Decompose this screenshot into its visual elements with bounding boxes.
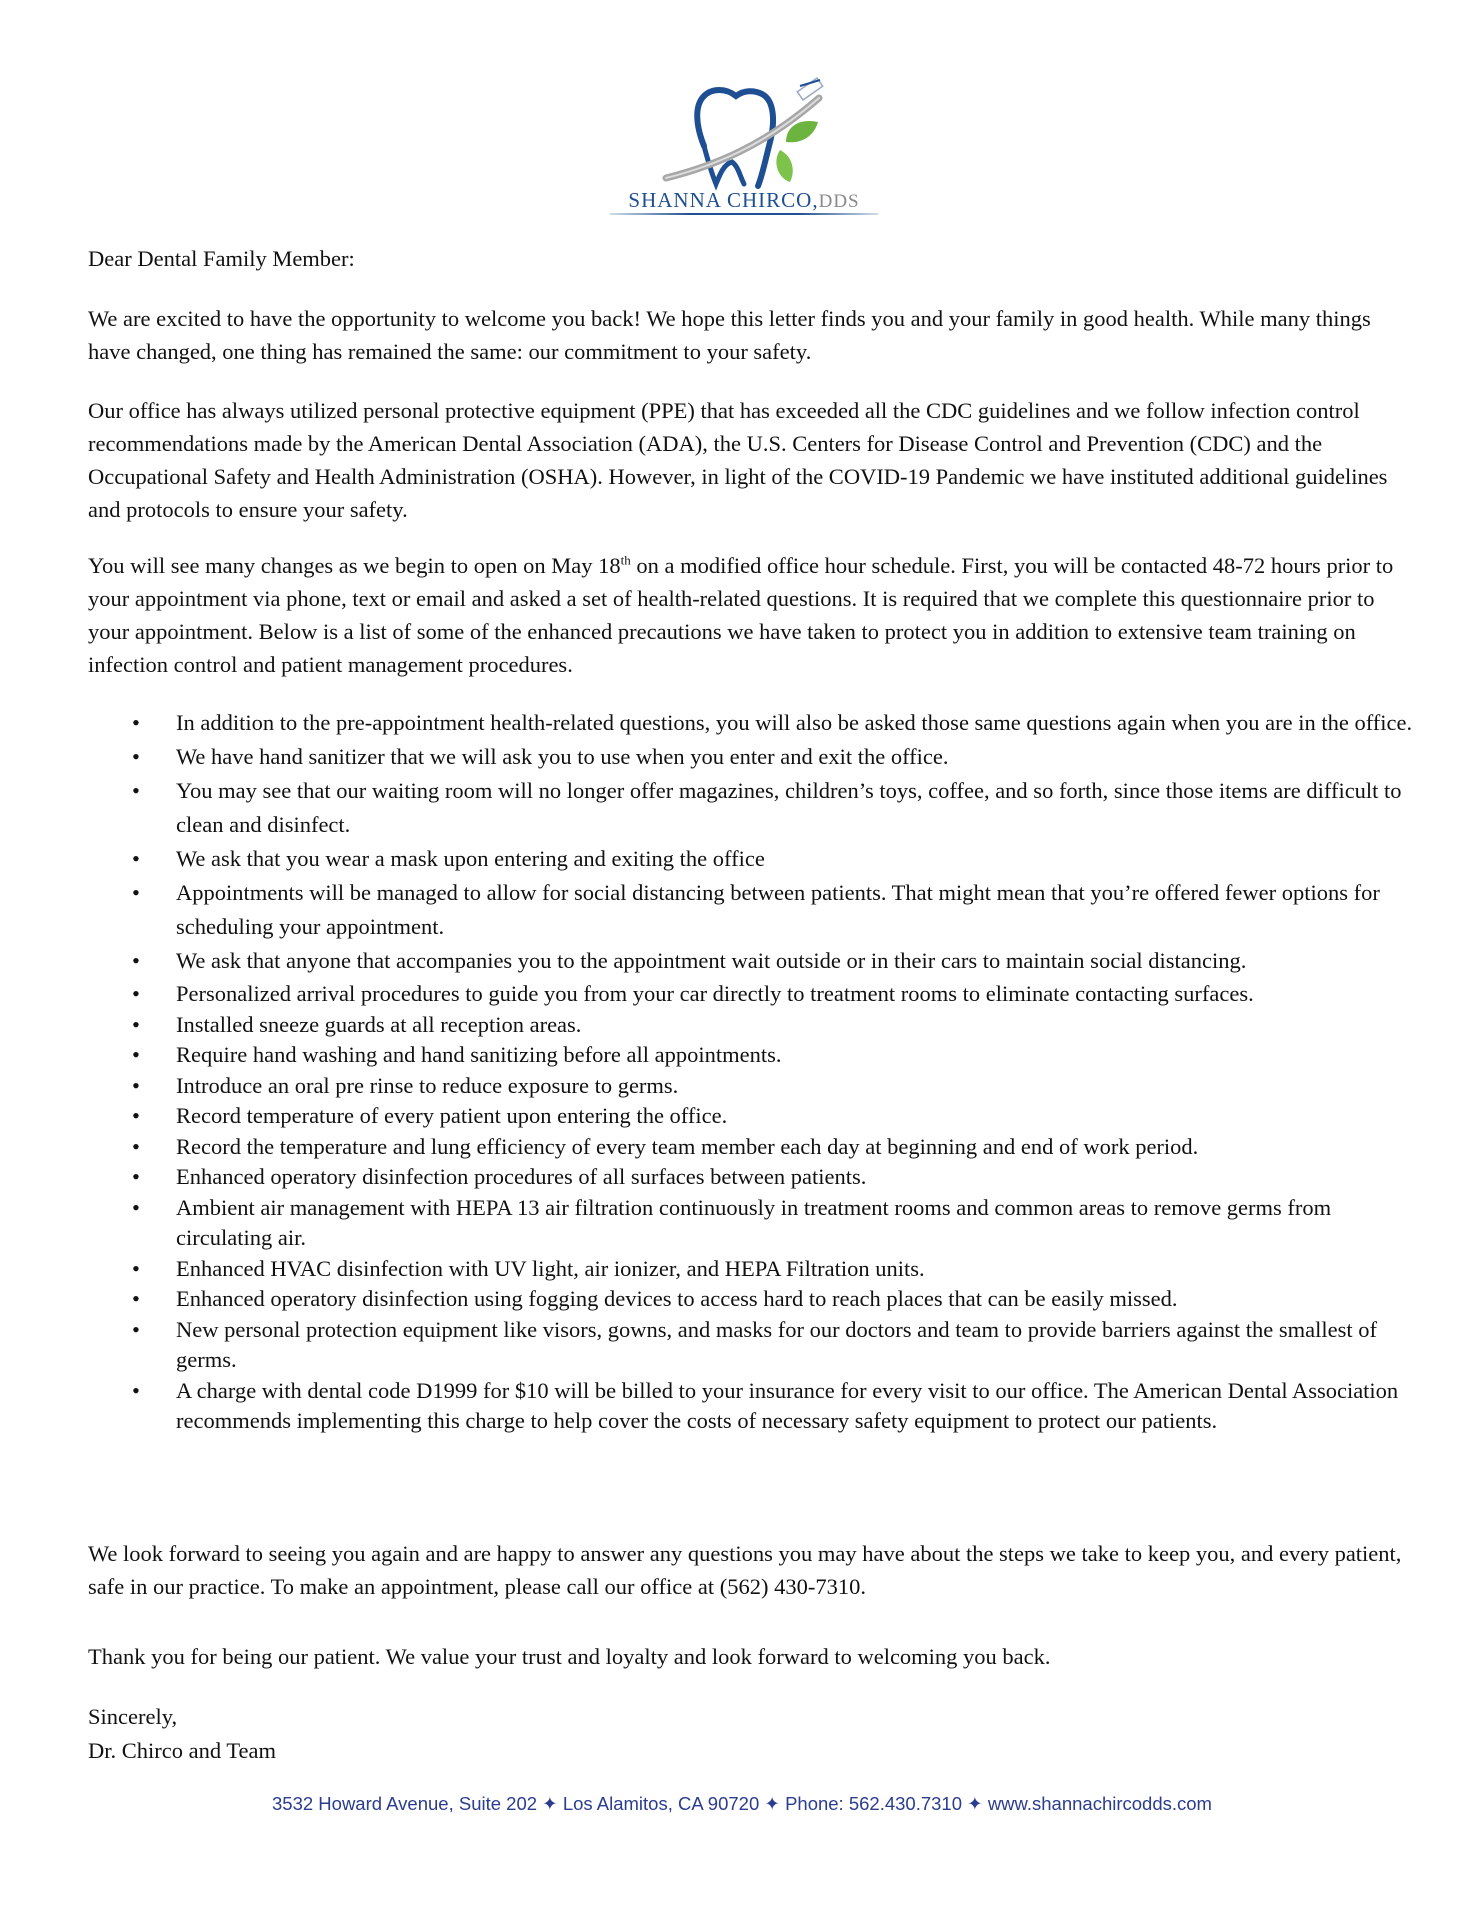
precaution-list-item — [88, 1101, 1418, 1132]
precaution-list-item — [88, 1315, 1418, 1376]
bullet-icon: • — [132, 1316, 140, 1342]
bullet-icon: • — [132, 1072, 140, 1098]
precaution-text: We ask that anyone that accompanies you to the appointment wait outside or in their cars to maintain social distancing. — [176, 948, 1247, 973]
bullet-icon: • — [132, 1042, 140, 1067]
signoff: Sincerely, — [88, 1704, 178, 1729]
precaution-list-item — [88, 979, 1418, 1010]
footer-website[interactable]: www.shannachircodds.com — [987, 1793, 1212, 1814]
closing-paragraph: We look forward to seeing you again and are happy to answer any questions you may have about the steps we take to keep you, and every patient, safe in our practice. To make an appointment, please call our office at (562) 430-7310. — [88, 1541, 1402, 1599]
precaution-list-item — [88, 1010, 1418, 1041]
thank-you-paragraph: Thank you for being our patient. We value your trust and loyalty and look forward to welcoming you back. — [88, 1644, 1051, 1669]
logo-underline — [610, 213, 878, 215]
precaution-list-item — [88, 944, 1418, 978]
signature: Dr. Chirco and Team — [88, 1738, 276, 1763]
precaution-list-item — [88, 842, 1418, 876]
precaution-text: You may see that our waiting room will no longer offer magazines, children’s toys, coffee, and so forth, since those items are difficult to clean and disinfect. — [176, 778, 1402, 837]
precaution-text: Require hand washing and hand sanitizing before all appointments. — [176, 1042, 782, 1067]
precaution-text: We ask that you wear a mask upon entering and exiting the office — [176, 846, 765, 871]
precaution-list-item — [88, 1254, 1418, 1285]
bullet-icon: • — [132, 1377, 140, 1403]
letterhead-footer — [0, 1793, 1484, 1815]
practice-logo — [604, 66, 884, 216]
tooth-logo-icon — [604, 66, 884, 191]
precaution-list-item — [88, 876, 1418, 944]
precaution-text: Enhanced operatory disinfection procedures of all surfaces between patients. — [176, 1164, 867, 1189]
precaution-text: Enhanced HVAC disinfection with UV light, air ionizer, and HEPA Filtration units. — [176, 1255, 925, 1281]
intro-paragraph: We are excited to have the opportunity to welcome you back! We hope this letter finds you and your family in good health. While many things have changed, one thing has remained the same: our commitment to your safety. — [88, 306, 1371, 364]
precaution-text: Introduce an oral pre rinse to reduce exposure to germs. — [176, 1072, 679, 1098]
precaution-list-item — [88, 1193, 1418, 1254]
precaution-text: Personalized arrival procedures to guide you from your car directly to treatment rooms to eliminate contacting surfaces. — [176, 981, 1254, 1006]
separator-star-icon: ✦ — [542, 1793, 558, 1814]
precaution-list-item — [88, 706, 1418, 740]
footer-phone: Phone: 562.430.7310 — [785, 1793, 963, 1814]
precaution-list-item — [88, 1162, 1418, 1193]
ppe-paragraph: Our office has always utilized personal protective equipment (PPE) that has exceeded all the CDC guidelines and we follow infection control recommendations made by the American Dental Association (ADA), the U.S. Centers for Disease Control and Prevention (CDC) and the Occupational Safety and Health Administration (OSHA). However, in light of the COVID-19 Pandemic we have instituted additional guidelines and protocols to ensure your safety. — [88, 398, 1388, 522]
signoff-block — [88, 1700, 1408, 1768]
bullet-icon: • — [132, 710, 140, 735]
precaution-text: A charge with dental code D1999 for $10 will be billed to your insurance for every visit to our office. The American Dental Association recommends implementing this charge to help cover the costs of necessary safety equipment to protect our patients. — [176, 1377, 1399, 1433]
precaution-text: New personal protection equipment like visors, gowns, and masks for our doctors and team to provide barriers against the smallest of germs. — [176, 1316, 1377, 1372]
bullet-icon: • — [132, 948, 140, 973]
precaution-list-item — [88, 774, 1418, 842]
bullet-icon: • — [132, 1194, 140, 1220]
letter-greeting: Dear Dental Family Member: — [88, 246, 355, 271]
precaution-list-item — [88, 1376, 1418, 1437]
precaution-text: In addition to the pre-appointment health-related questions, you will also be asked those same questions again when you are in the office. — [176, 710, 1413, 735]
precaution-text: Appointments will be managed to allow for social distancing between patients. That might mean that you’re offered fewer options for scheduling your appointment. — [176, 880, 1380, 939]
precaution-list-item — [88, 1284, 1418, 1315]
precautions-list — [88, 706, 1418, 1437]
separator-star-icon: ✦ — [764, 1793, 780, 1814]
bullet-icon: • — [132, 1133, 140, 1159]
changes-paragraph: You will see many changes as we begin to open on May 18th on a modified office hour schedule. First, you will be contacted 48-72 hours prior to your appointment via phone, text or email and asked a set of health-related questions. It is required that we complete this questionnaire prior to your appointment. Below is a list of some of the enhanced precautions we have taken to protect you in addition to extensive team training on infection control and patient management procedures. — [88, 552, 1394, 677]
precaution-list-item — [88, 740, 1418, 774]
bullet-icon: • — [132, 1255, 140, 1281]
bullet-icon: • — [132, 1286, 140, 1311]
precaution-text: Installed sneeze guards at all reception areas. — [176, 1011, 582, 1037]
bullet-icon: • — [132, 1103, 140, 1128]
separator-star-icon: ✦ — [967, 1793, 983, 1814]
bullet-icon: • — [132, 846, 140, 871]
bullet-icon: • — [132, 880, 140, 905]
footer-city: Los Alamitos, CA 90720 — [562, 1793, 760, 1814]
precaution-list-item — [88, 1040, 1418, 1071]
bullet-icon: • — [132, 1164, 140, 1189]
precaution-list-item — [88, 1071, 1418, 1102]
precaution-text: Ambient air management with HEPA 13 air filtration continuously in treatment rooms and common areas to remove germs from circulating air. — [176, 1194, 1332, 1250]
bullet-icon: • — [132, 744, 140, 769]
bullet-icon: • — [132, 1011, 140, 1037]
precaution-text: We have hand sanitizer that we will ask you to use when you enter and exit the office. — [176, 744, 949, 769]
footer-address: 3532 Howard Avenue, Suite 202 — [272, 1793, 538, 1814]
precaution-text: Record the temperature and lung efficiency of every team member each day at beginning and end of work period. — [176, 1133, 1199, 1159]
precaution-text: Enhanced operatory disinfection using fogging devices to access hard to reach places that can be easily missed. — [176, 1286, 1178, 1311]
practice-name: SHANNA CHIRCO,DDS — [628, 188, 860, 212]
bullet-icon: • — [132, 778, 140, 803]
bullet-icon: • — [132, 981, 140, 1006]
precaution-list-item — [88, 1132, 1418, 1163]
precaution-text: Record temperature of every patient upon entering the office. — [176, 1103, 728, 1128]
